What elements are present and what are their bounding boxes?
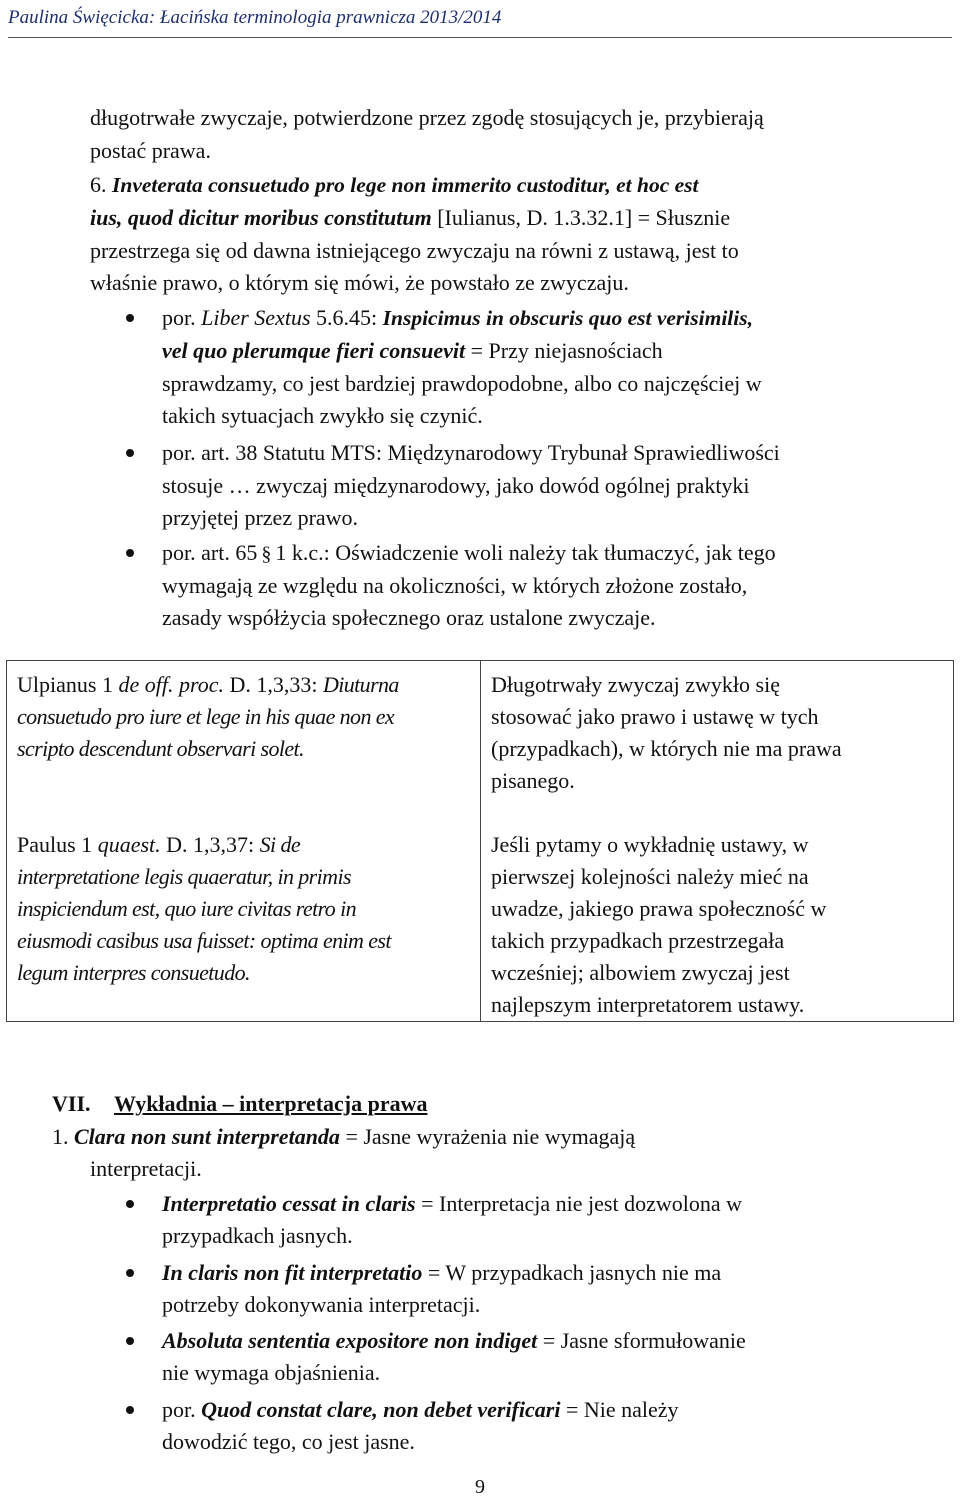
bullet-icon [126,1200,134,1208]
translation: = Jasne wyrażenia nie wymagają [339,1124,636,1149]
cell-line [17,829,391,861]
polish-text: stosować jako prawo i ustawę w tych [491,704,819,729]
item-6-line-1 [90,169,699,201]
bullet-icon [126,314,134,322]
paragraph-sign: § [261,543,272,565]
translation-line: potrzeby dokonywania interpretacji. [162,1292,481,1317]
work-title: de off. proc. [118,672,224,697]
polish-text: (przypadkach), w których nie ma prawa [491,736,842,761]
latin-maxim: Absoluta sententia expositore non indiget [162,1328,538,1353]
work-title: Liber Sextus [201,305,311,330]
source-citation: [Iulianus, D. 1.3.32.1] = Słusznie [431,205,731,230]
translation-line: właśnie prawo, o którym się mówi, że powstało ze zwyczaju. [90,270,629,295]
item-number: 1. [52,1124,69,1149]
item-1-line-1 [52,1121,635,1153]
maxim-line [162,1325,746,1357]
item-number: 6. [90,172,107,197]
latin-maxim: vel quo plerumque fieri consuevit [162,338,466,363]
article-ref: por. art. 65 [162,540,258,565]
maxim-line [162,1257,721,1289]
prefix: por. [162,305,202,330]
bullet-2-line: stosuje … zwyczaj międzynarodowy, jako dowód ogólnej praktyki [162,473,750,498]
section-heading [52,1088,428,1120]
running-header-text: Paulina Święcicka: Łacińska terminologia prawnicza 2013/2014 [8,7,502,28]
bullet-icon [126,1337,134,1345]
latin-text: Diuturna [322,672,399,697]
section-title: Wykładnia – interpretacja prawa [114,1091,428,1116]
reference: D. 1,3,33: [223,672,323,697]
translation-line: nie wymaga objaśnienia. [162,1360,381,1385]
polish-text: Jeśli pytamy o wykładnię ustawy, w [491,832,809,857]
polish-text: wcześniej; albowiem zwyczaj jest [491,960,790,985]
latin-text: interpretatione legis quaeratur, in primis [17,864,351,889]
header-rule [8,37,952,38]
latin-maxim: Clara non sunt interpretanda [74,1124,340,1149]
bullet-2-line: przyjętej przez prawo. [162,505,359,530]
bullet-2-line: por. art. 38 Statutu MTS: Międzynarodowy Trybunał Sprawiedliwości [162,440,780,465]
translation-line: przestrzega się od dawna istniejącego zwyczaju na równi z ustawą, jest to [90,238,739,263]
polish-text: Długotrwały zwyczaj zwykło się [491,672,780,697]
latin-maxim: Inveterata consuetudo pro lege non immerito custoditur, et hoc est [112,173,699,197]
bullet-1-line-1 [162,302,753,334]
maxim-line [162,1394,679,1426]
page-number: 9 [475,1476,485,1498]
bullet-3-line: wymagają ze względu na okoliczności, w których złożone zostało, [162,573,748,598]
translation-line: interpretacji. [90,1156,202,1181]
bullet-icon [126,1269,134,1277]
latin-maxim: Quod constat clare, non debet verificari [201,1397,561,1422]
bullet-1-line-2 [162,335,663,367]
polish-text: najlepszym interpretatorem ustawy. [491,992,805,1017]
polish-text: pierwszej kolejności należy mieć na [491,864,809,889]
bullet-3-line-1 [162,537,776,570]
latin-text: scripto descendunt observari solet. [17,736,304,761]
work-title: quaest. [97,832,161,857]
latin-text: Si de [259,832,301,857]
reference: 5.6.45: [310,305,383,330]
latin-text: inspiciendum est, quo iure civitas retro in [17,896,356,921]
table-cell-polish-1 [491,669,842,797]
bullet-3-line: zasady współżycia społecznego oraz ustalone zwyczaje. [162,605,656,630]
prefix: por. [162,1397,202,1422]
maxim-line [162,1188,742,1220]
article-text: 1 k.c.: Oświadczenie woli należy tak tłumaczyć, jak tego [275,540,776,565]
translation-line: dowodzić tego, co jest jasne. [162,1429,415,1454]
translation: = Jasne sformułowanie [537,1328,746,1353]
latin-maxim: Inspicimus in obscuris quo est verisimilis, [382,306,753,330]
latin-maxim: ius, quod dicitur moribus constitutum [90,205,432,230]
running-header [8,4,952,38]
table-cell-polish-2 [491,829,826,1021]
latin-maxim: Interpretatio cessat in claris [162,1191,416,1216]
paragraph-line: postać prawa. [90,138,211,163]
polish-text: pisanego. [491,768,575,793]
paragraph-line: długotrwałe zwyczaje, potwierdzone przez zgodę stosujących je, przybierają [90,105,764,130]
table-cell-latin-1 [17,669,399,765]
latin-maxim: In claris non fit interpretatio [162,1260,423,1285]
translation: = Nie należy [560,1397,679,1422]
latin-text: eiusmodi casibus usa fuisset: optima enim est [17,928,391,953]
translation: = Interpretacja nie jest dozwolona w [415,1191,743,1216]
bullet-icon [126,549,134,557]
item-6-line-2 [90,202,730,234]
bullet-icon [126,449,134,457]
reference: D. 1,3,37: [160,832,260,857]
section-number: VII. [52,1091,91,1116]
translation: = Przy niejasnościach [465,338,663,363]
translation-line: przypadkach jasnych. [162,1223,353,1248]
author: Paulus 1 [17,832,98,857]
translation: = W przypadkach jasnych nie ma [422,1260,722,1285]
bullet-icon [126,1406,134,1414]
cell-line [17,669,399,701]
author: Ulpianus 1 [17,672,119,697]
latin-text: legum interpres consuetudo. [17,960,250,985]
polish-text: uwadze, jakiego prawa społeczność w [491,896,827,921]
translation-line: sprawdzamy, co jest bardziej prawdopodobne, albo co najczęściej w [162,371,762,396]
translation-line: takich sytuacjach zwykło się czynić. [162,403,483,428]
table-column-divider [480,661,481,1021]
polish-text: takich przypadkach przestrzegała [491,928,785,953]
latin-text: consuetudo pro iure et lege in his quae non ex [17,704,395,729]
table-cell-latin-2 [17,829,391,989]
comparison-table [6,660,954,1022]
